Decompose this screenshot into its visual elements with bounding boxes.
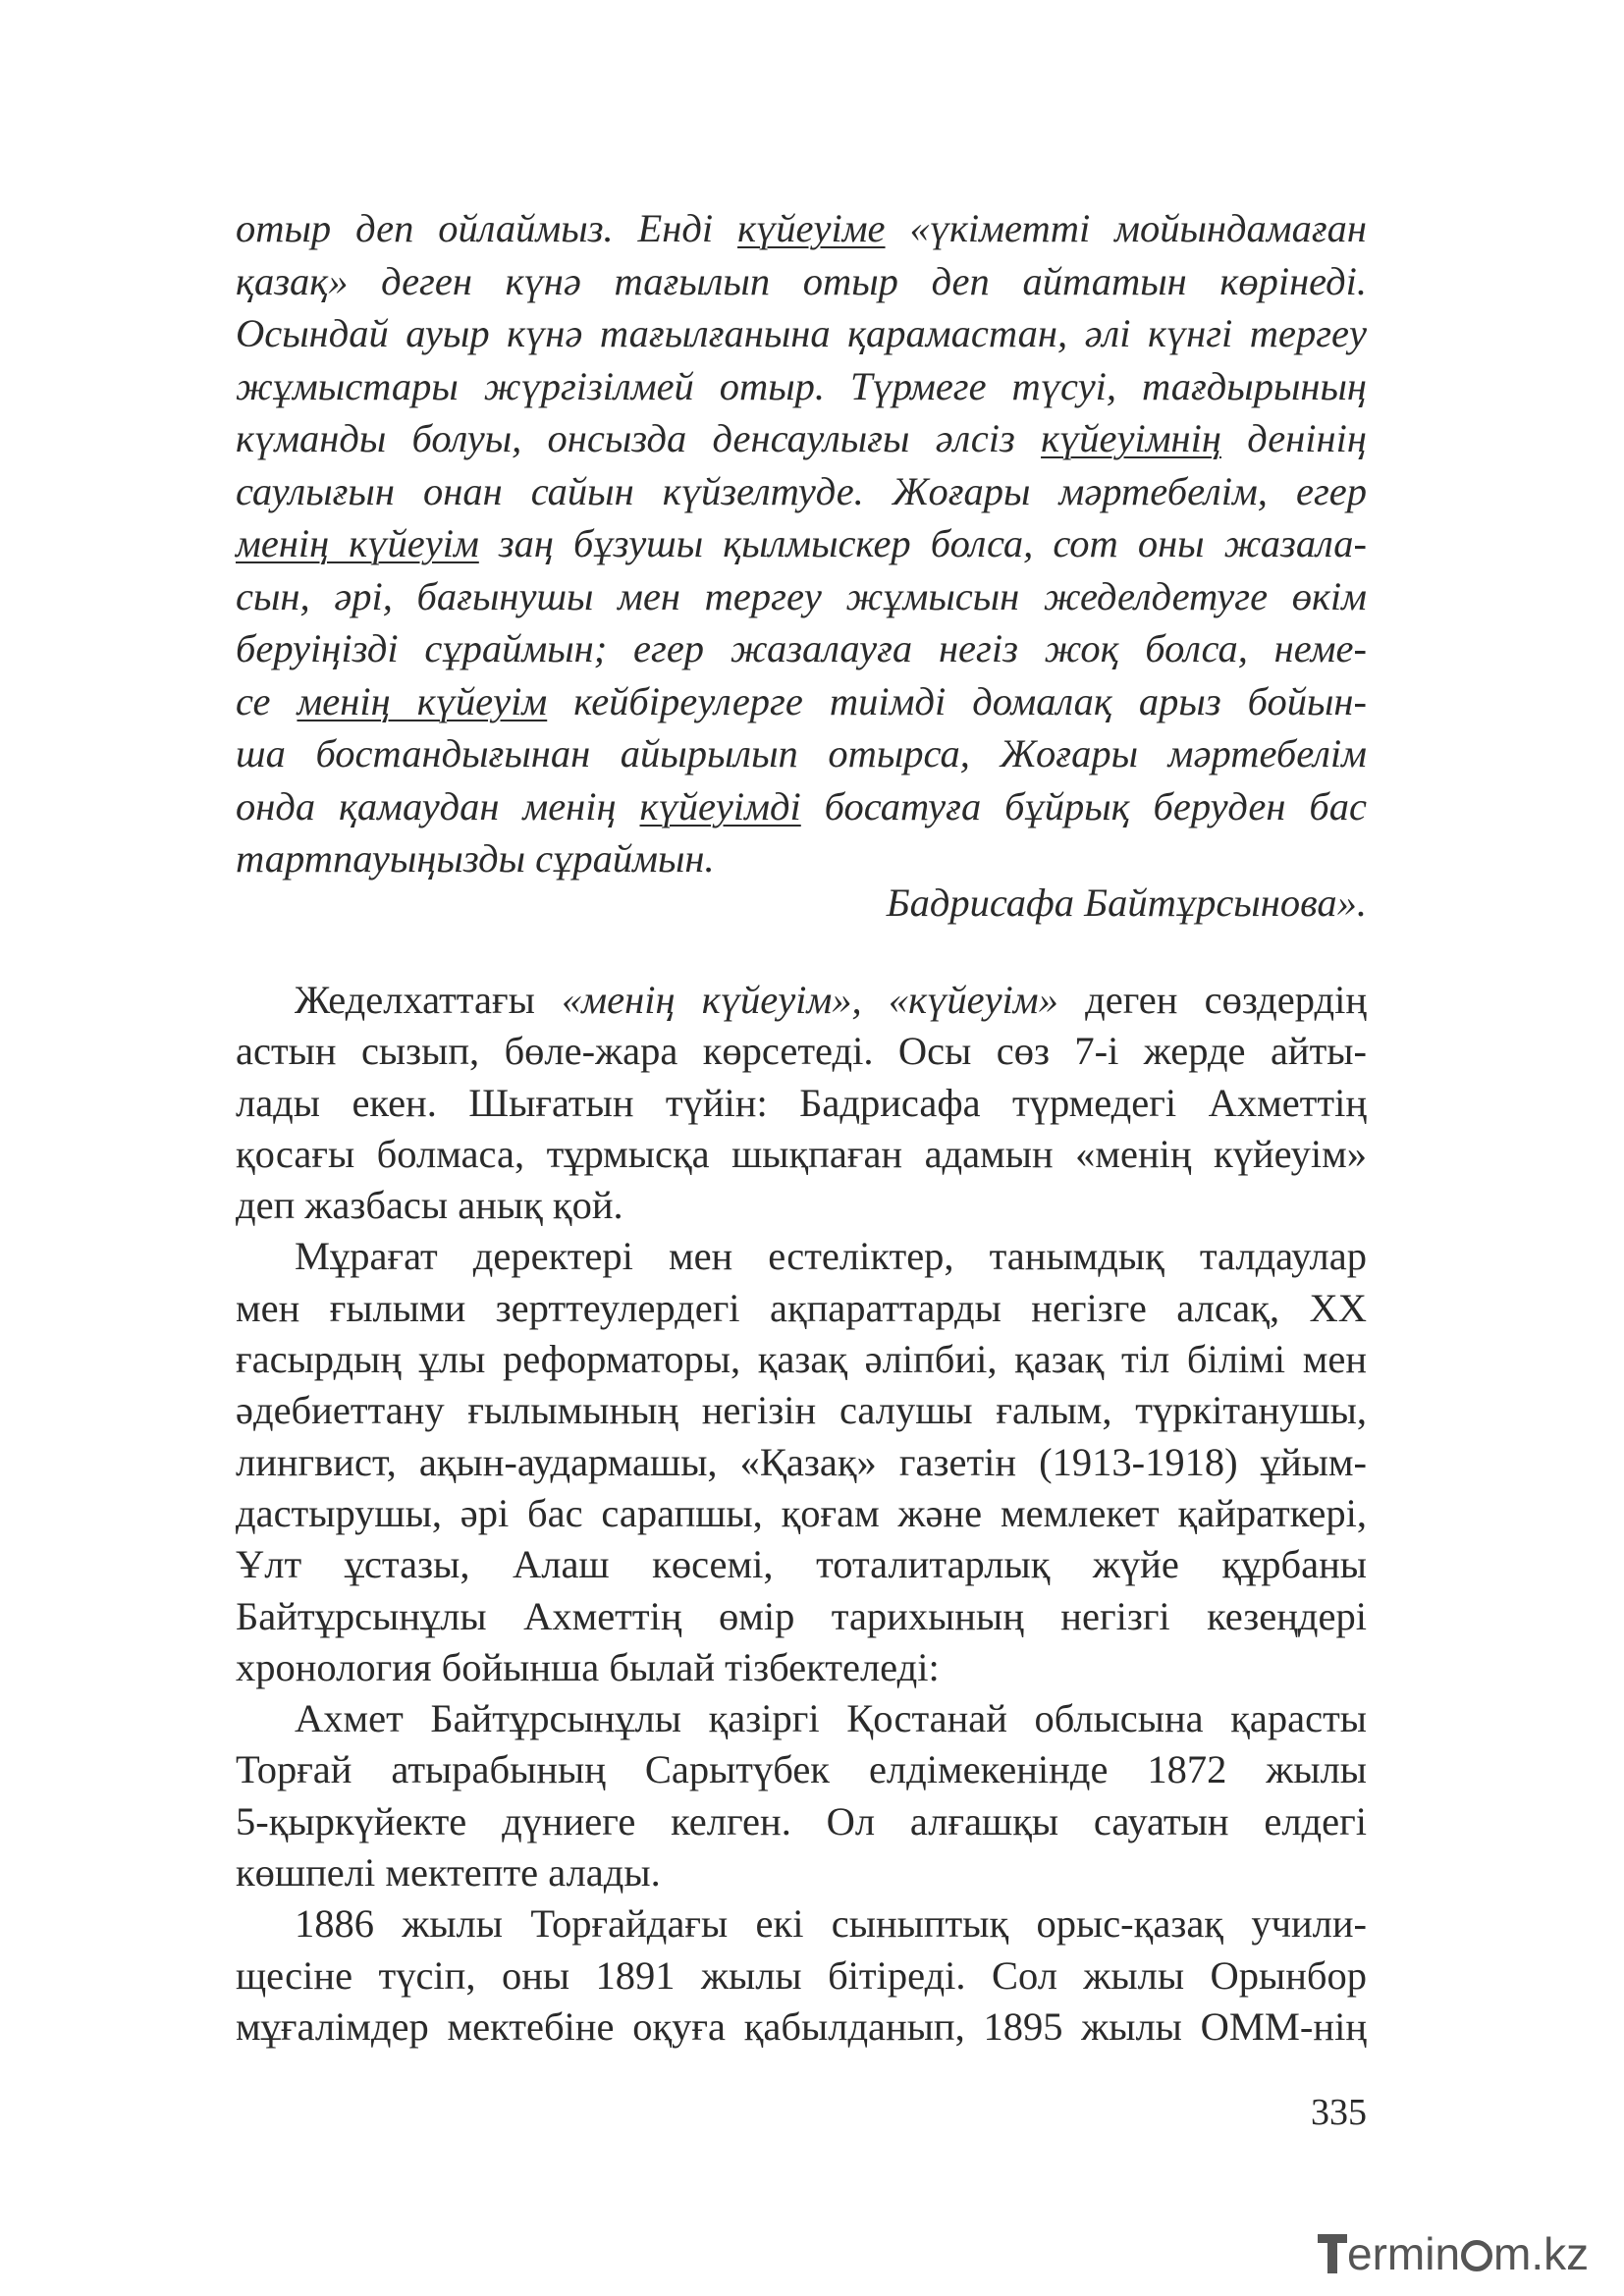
watermark-suffix: m.kz bbox=[1493, 2228, 1590, 2279]
letter-line bbox=[236, 570, 1367, 623]
letter-text: беруіңізді сұраймын; егер жазалауға негіз жоқ болса, неме- bbox=[236, 626, 1367, 670]
body-text-run: қосағы болмаса, тұрмысқа шықпаған адамын «менің күйеуім» bbox=[236, 1131, 1367, 1176]
body-line bbox=[236, 1026, 1367, 1077]
letter-text: се bbox=[236, 678, 298, 723]
body-text-run: Мұрағат деректері мен естеліктер, танымдық талдаулар bbox=[295, 1234, 1367, 1279]
body-text-run: дастырушы, әрі бас сарапшы, қоғам және мемлекет қайраткері, bbox=[236, 1490, 1367, 1535]
underlined-word: менің күйеуім bbox=[236, 521, 479, 565]
body-line bbox=[236, 1334, 1367, 1385]
page-number: 335 bbox=[1311, 2092, 1367, 2133]
body-text-run: астын сызып, бөле-жара көрсетеді. Осы сөз 7-і жерде айты- bbox=[236, 1029, 1367, 1074]
letter-text: тартпауыңызды сұраймын. bbox=[236, 836, 715, 881]
letter-line bbox=[236, 517, 1367, 570]
body-line bbox=[236, 1847, 1367, 1898]
body-text-run: Ұлт ұстазы, Алаш көсемі, тоталитарлық жүйе құрбаны bbox=[236, 1542, 1367, 1587]
body-text-run: Ахмет Байтұрсынұлы қазіргі Қостанай облысына қарасты bbox=[295, 1696, 1367, 1741]
body-text-run: әдебиеттану ғылымының негізін салушы ғалым, түркітанушы, bbox=[236, 1388, 1367, 1433]
watermark-t-logo-icon bbox=[1318, 2230, 1347, 2275]
body-line bbox=[236, 1231, 1367, 1282]
letter-text: онда қамаудан менің bbox=[236, 783, 640, 828]
body-text-run: лады екен. Шығатын түйін: Бадрисафа түрмедегі Ахметтің bbox=[236, 1080, 1367, 1125]
quoted-letter bbox=[236, 202, 1367, 885]
letter-text: кейбіреулерге тиімді домалақ арыз бойын- bbox=[547, 678, 1367, 723]
body-line bbox=[236, 1078, 1367, 1129]
body-line bbox=[236, 1488, 1367, 1539]
letter-text: заң бұзушы қылмыскер болса, сот оны жазала- bbox=[478, 521, 1367, 565]
watermark-prefix: ermin bbox=[1347, 2228, 1461, 2279]
body-text-run: хронология бойынша былай тізбектеледі: bbox=[236, 1644, 940, 1689]
body-line bbox=[236, 1642, 1367, 1693]
letter-text: отыр деп ойлаймыз. Енді bbox=[236, 206, 738, 250]
letter-signature: Бадрисафа Байтұрсынова». bbox=[886, 881, 1367, 925]
underlined-word: күйеуімді bbox=[639, 783, 801, 828]
letter-text: жұмыстары жүргізілмей отыр. Түрмеге түсуі, тағдырының bbox=[236, 363, 1367, 408]
body-text-run: деп жазбасы анық қой. bbox=[236, 1183, 623, 1228]
letter-text: қазақ» деген күнә тағылып отыр деп айтатын көрінеді. bbox=[236, 258, 1367, 303]
letter-text: Осындай ауыр күнә тағылғанына қарамастан, әлі күнгі тергеу bbox=[236, 311, 1367, 355]
site-watermark bbox=[1318, 2224, 1612, 2283]
body-text-run: деген сөздердің bbox=[1057, 978, 1367, 1022]
watermark-search-icon bbox=[1461, 2240, 1492, 2271]
body-text bbox=[236, 975, 1367, 2053]
italic-quote: «менің күйеуім», «күйеуім» bbox=[562, 978, 1058, 1022]
body-line bbox=[236, 1898, 1367, 1949]
letter-text: саулығын онан сайын күйзелтуде. Жоғары мәртебелім, егер bbox=[236, 468, 1367, 513]
letter-text: күманды болуы, онсызда денсаулығы әлсіз bbox=[236, 416, 1042, 460]
body-line bbox=[236, 1744, 1367, 1795]
body-line bbox=[236, 1693, 1367, 1744]
letter-line bbox=[236, 780, 1367, 833]
body-text-run: ғасырдың ұлы реформаторы, қазақ әліпбиі, қазақ тіл білімі мен bbox=[236, 1337, 1367, 1382]
letter-line bbox=[236, 202, 1367, 255]
body-text-run: Торғай атырабының Сарытүбек елдімекенінде 1872 жылы bbox=[236, 1747, 1367, 1792]
letter-text: денінің bbox=[1221, 416, 1367, 460]
body-text-run: Жеделхаттағы bbox=[295, 978, 563, 1022]
body-line bbox=[236, 1591, 1367, 1642]
document-page bbox=[236, 0, 1367, 2296]
body-text-run: көшпелі мектепте алады. bbox=[236, 1850, 661, 1896]
body-text-run: 5-қыркүйекте дүниеге келген. Ол алғашқы сауатын елдегі bbox=[236, 1798, 1367, 1843]
body-line bbox=[236, 1283, 1367, 1334]
body-line bbox=[236, 1180, 1367, 1231]
letter-line bbox=[236, 622, 1367, 675]
letter-text: ша бостандығынан айырылып отырса, Жоғары мәртебелім bbox=[236, 731, 1367, 775]
body-line bbox=[236, 1950, 1367, 2002]
letter-line bbox=[236, 727, 1367, 780]
body-text-run: лингвист, ақын-аудармашы, «Қазақ» газетін (1913-1918) ұйым- bbox=[236, 1439, 1367, 1484]
body-line bbox=[236, 1385, 1367, 1436]
body-line bbox=[236, 975, 1367, 1026]
letter-line bbox=[236, 307, 1367, 360]
letter-line bbox=[236, 412, 1367, 465]
letter-line bbox=[236, 255, 1367, 308]
underlined-word: күйеуімнің bbox=[1041, 416, 1221, 460]
letter-line bbox=[236, 465, 1367, 518]
underlined-word: менің күйеуім bbox=[297, 678, 548, 723]
body-line bbox=[236, 1796, 1367, 1847]
body-line bbox=[236, 1437, 1367, 1488]
letter-text: сын, әрі, бағынушы мен тергеу жұмысын жеделдетуге өкім bbox=[236, 573, 1367, 618]
body-text-run: мұғалімдер мектебіне оқуға қабылданып, 1895 жылы ОММ-нің bbox=[236, 2003, 1367, 2049]
body-line bbox=[236, 1129, 1367, 1180]
letter-line bbox=[236, 360, 1367, 413]
letter-text: босатуға бұйрық беруден бас bbox=[800, 783, 1367, 828]
body-text-run: 1886 жылы Торғайдағы екі сыныптық орыс-қазақ учили- bbox=[295, 1901, 1367, 1947]
body-line bbox=[236, 2002, 1367, 2053]
body-line bbox=[236, 1539, 1367, 1590]
underlined-word: күйеуіме bbox=[737, 206, 886, 250]
body-text-run: щесіне түсіп, оны 1891 жылы бітіреді. Сол жылы Орынбор bbox=[236, 1952, 1367, 1998]
body-text-run: Байтұрсынұлы Ахметтің өмір тарихының негізгі кезеңдері bbox=[236, 1593, 1367, 1638]
letter-line bbox=[236, 675, 1367, 728]
body-text-run: мен ғылыми зерттеулердегі ақпараттарды негізге алсақ, ХХ bbox=[236, 1285, 1367, 1330]
letter-text: «үкіметті мойындамаған bbox=[885, 206, 1367, 250]
